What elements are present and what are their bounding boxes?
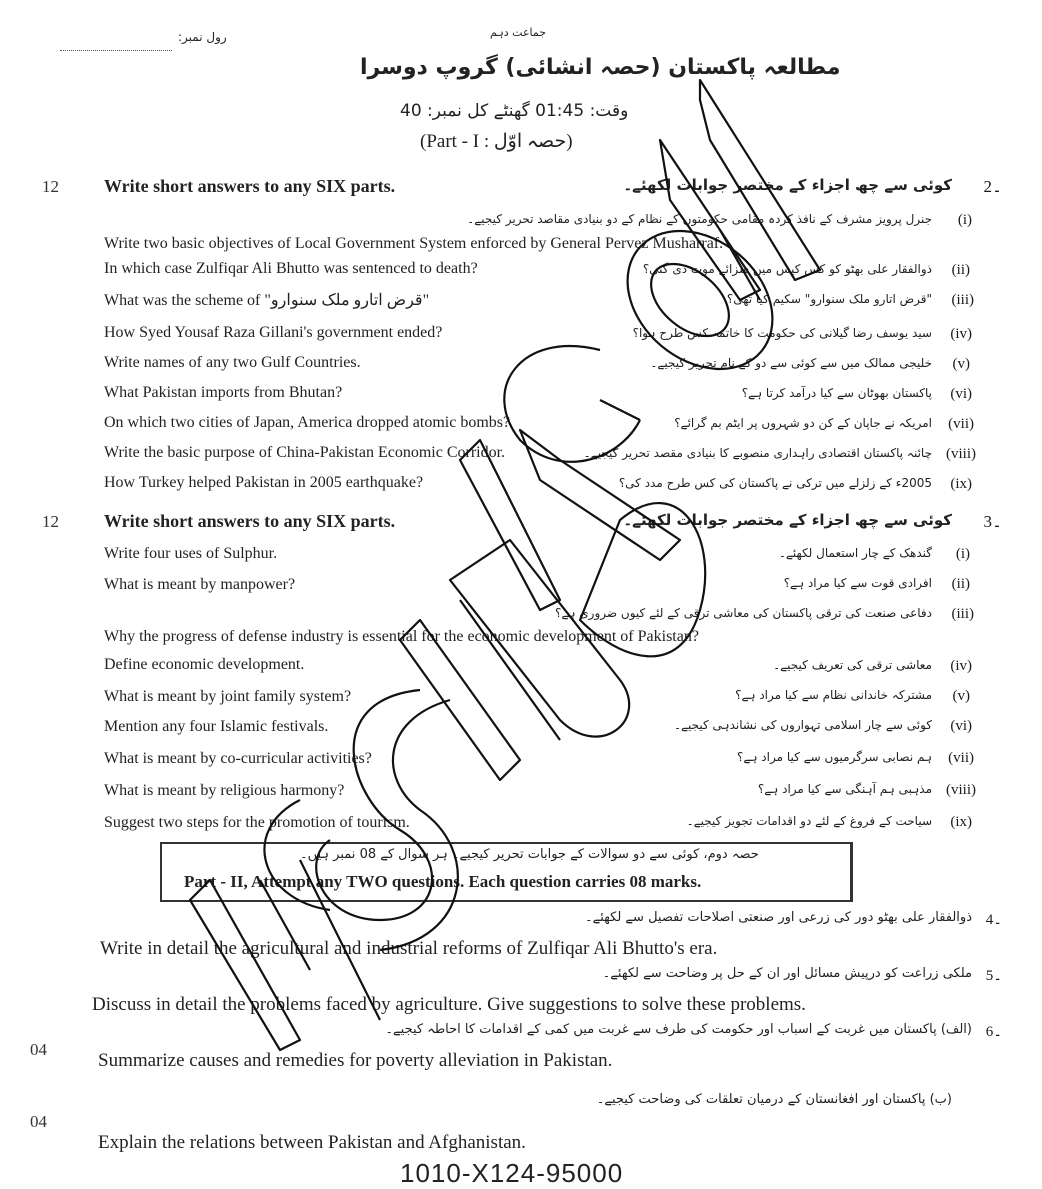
part-one-label: (Part - I : حصہ اوّل) [420, 131, 573, 152]
q3-v-num: (v) [952, 688, 970, 704]
q3-vi-num: (vi) [950, 718, 972, 734]
q3-iii-num: (iii) [951, 606, 974, 622]
q2-vi-en: What Pakistan imports from Bhutan? [104, 384, 343, 401]
q2-iii-ur: "قرض اتارو ملک سنوارو" سکیم کیا تھی؟ [726, 292, 932, 306]
q2-vii-en: On which two cities of Japan, America dropped atomic bombs? [104, 414, 511, 431]
q3-vii-num: (vii) [948, 750, 974, 766]
q3-v-ur: مشترکہ خاندانی نظام سے کیا مراد ہے؟ [735, 688, 932, 702]
q2-vii-num: (vii) [948, 416, 974, 432]
q3-ii-num: (ii) [951, 576, 970, 592]
q3-ii-ur: افرادی قوت سے کیا مراد ہے؟ [783, 576, 932, 590]
q6a-marks: 04 [30, 1040, 47, 1059]
q2-iv-ur: سید یوسف رضا گیلانی کی حکومت کا خاتمہ کس طرح ہوا؟ [632, 326, 932, 340]
q2-instruction-en: Write short answers to any SIX parts. [104, 176, 396, 196]
q3-iv-ur: معاشی ترقی کی تعریف کیجیے۔ [773, 658, 932, 672]
q3-iii-ur: دفاعی صنعت کی ترقی پاکستان کی معاشی ترقی کے لئے کیوں ضروری ہے؟ [555, 606, 932, 620]
q5-en: Discuss in detail the problems faced by agriculture. Give suggestions to solve these problems. [92, 994, 806, 1015]
q2-viii-num: (viii) [946, 446, 976, 462]
roll-no-label: رول نمبر: [178, 30, 227, 44]
q2-v-ur: خلیجی ممالک میں سے کوئی سے دو کے نام تحریر کیجیے۔ [650, 356, 932, 370]
q2-ix-en: How Turkey helped Pakistan in 2005 earthquake? [104, 474, 424, 491]
q3-v-en: What is meant by joint family system? [104, 688, 352, 705]
q6a-ur: (الف) پاکستان میں غربت کے اسباب اور حکومت کی طرف سے غربت میں کمی کے اقدامات کا احاطہ کیجیے۔ [385, 1022, 972, 1037]
q2-i-ur: جنرل پرویز مشرف کے نافذ کردہ مقامی حکومتوں کے نظام کے دو بنیادی مقاصد تحریر کیجیے۔ [467, 212, 932, 226]
q2-ix-ur: 2005ء کے زلزلے میں ترکی نے پاکستان کی کس طرح مدد کی؟ [618, 476, 932, 490]
q6b-en: Explain the relations between Pakistan and Afghanistan. [98, 1132, 526, 1153]
q2-i-num: (i) [957, 212, 972, 228]
q6a-en: Summarize causes and remedies for poverty alleviation in Pakistan. [98, 1050, 613, 1071]
q3-instruction-en: Write short answers to any SIX parts. [104, 511, 396, 531]
paper-title: مطالعہ پاکستان (حصہ انشائی) گروپ دوسرا [360, 55, 841, 80]
q2-i-en: Write two basic objectives of Local Government System enforced by General Pervez Musharraf. [104, 235, 724, 252]
q4-en: Write in detail the agricultural and industrial reforms of Zulfiqar Ali Bhutto's era. [100, 938, 718, 959]
q3-i-ur: گندھک کے چار استعمال لکھئے۔ [778, 546, 932, 560]
q4-ur: ذوالفقار علی بھٹو دور کی زرعی اور صنعتی اصلاحات تفصیل سے لکھئے۔ [585, 910, 972, 925]
q2-number: 2۔ [983, 177, 1002, 196]
q3-vi-ur: کوئی سے چار اسلامی تہواروں کی نشاندہی کیجیے۔ [673, 718, 932, 732]
q2-iii-num: (iii) [951, 292, 974, 308]
q3-iii-en: Why the progress of defense industry is essential for the economic development of Pakistan? [104, 628, 699, 645]
q2-vi-ur: پاکستان بھوٹان سے کیا درآمد کرتا ہے؟ [741, 386, 932, 400]
q6b-ur: (ب) پاکستان اور افغانستان کے درمیان تعلقات کی وضاحت کیجیے۔ [596, 1092, 952, 1107]
time-and-marks: وقت: 01:45 گھنٹے کل نمبر: 40 [400, 101, 629, 121]
q3-iv-en: Define economic development. [104, 656, 305, 673]
q3-marks: 12 [42, 512, 59, 531]
part-two-heading-en: Part - II, Attempt any TWO questions. Each question carries 08 marks. [184, 872, 702, 891]
q2-iv-en: How Syed Yousaf Raza Gillani's government ended? [104, 324, 443, 341]
q2-v-num: (v) [952, 356, 970, 372]
q4-number: 4۔ [985, 912, 1002, 928]
class-label: جماعت دہم [490, 26, 547, 39]
q3-ix-ur: سیاحت کے فروغ کے لئے دو اقدامات تجویز کیجیے۔ [686, 814, 932, 828]
q3-viii-en: What is meant by religious harmony? [104, 782, 345, 799]
q6-number: 6۔ [985, 1024, 1002, 1040]
q3-vii-ur: ہم نصابی سرگرمیوں سے کیا مراد ہے؟ [737, 750, 932, 764]
q2-ii-ur: ذوالفقار علی بھٹو کو کس کیس میں سزائے موت دی گئی؟ [642, 262, 932, 276]
q3-viii-num: (viii) [946, 782, 976, 798]
q2-ii-num: (ii) [951, 262, 970, 278]
q2-iv-num: (iv) [950, 326, 972, 342]
q2-ii-en: In which case Zulfiqar Ali Bhutto was sentenced to death? [104, 260, 478, 277]
q3-number: 3۔ [983, 512, 1002, 531]
q3-vi-en: Mention any four Islamic festivals. [104, 718, 329, 735]
q3-i-en: Write four uses of Sulphur. [104, 545, 278, 562]
q2-marks: 12 [42, 177, 59, 196]
q3-i-num: (i) [955, 546, 970, 562]
q3-ix-en: Suggest two steps for the promotion of tourism. [104, 814, 410, 831]
q2-viii-ur: چائنہ پاکستان اقتصادی راہداری منصوبے کا بنیادی مقصد تحریر کیجیے۔ [583, 446, 932, 460]
q2-iii-en: What was the scheme of "قرض اتارو ملک سنوارو" [104, 292, 430, 309]
q2-v-en: Write names of any two Gulf Countries. [104, 354, 361, 371]
q5-ur: ملکی زراعت کو درپیش مسائل اور ان کے حل پر وضاحت سے لکھئے۔ [602, 966, 972, 981]
q2-vii-ur: امریکہ نے جاپان کے کن دو شہروں پر ایٹم بم گرائے؟ [674, 416, 932, 430]
paper-code: 1010-X124-95000 [400, 1158, 624, 1188]
q2-instruction-ur: کوئی سے چھ اجزاء کے مختصر جوابات لکھئے۔ [623, 176, 952, 194]
q5-number: 5۔ [985, 968, 1002, 984]
q2-ix-num: (ix) [950, 476, 972, 492]
q6b-marks: 04 [30, 1112, 47, 1131]
q3-instruction-ur: کوئی سے چھ اجزاء کے مختصر جوابات لکھئے۔ [623, 511, 952, 529]
q3-iv-num: (iv) [950, 658, 972, 674]
q2-vi-num: (vi) [950, 386, 972, 402]
q3-vii-en: What is meant by co-curricular activities? [104, 750, 372, 767]
roll-no-line [60, 38, 172, 51]
q3-viii-ur: مذہبی ہم آہنگی سے کیا مراد ہے؟ [757, 782, 932, 796]
q3-ix-num: (ix) [950, 814, 972, 830]
part-two-heading-ur: حصہ دوم، کوئی سے دو سوالات کے جوابات تحریر کیجیے۔ ہر سوال کے 08 نمبر ہیں۔ [300, 847, 759, 862]
q2-viii-en: Write the basic purpose of China-Pakistan Economic Corridor. [104, 444, 506, 461]
q3-ii-en: What is meant by manpower? [104, 576, 296, 593]
